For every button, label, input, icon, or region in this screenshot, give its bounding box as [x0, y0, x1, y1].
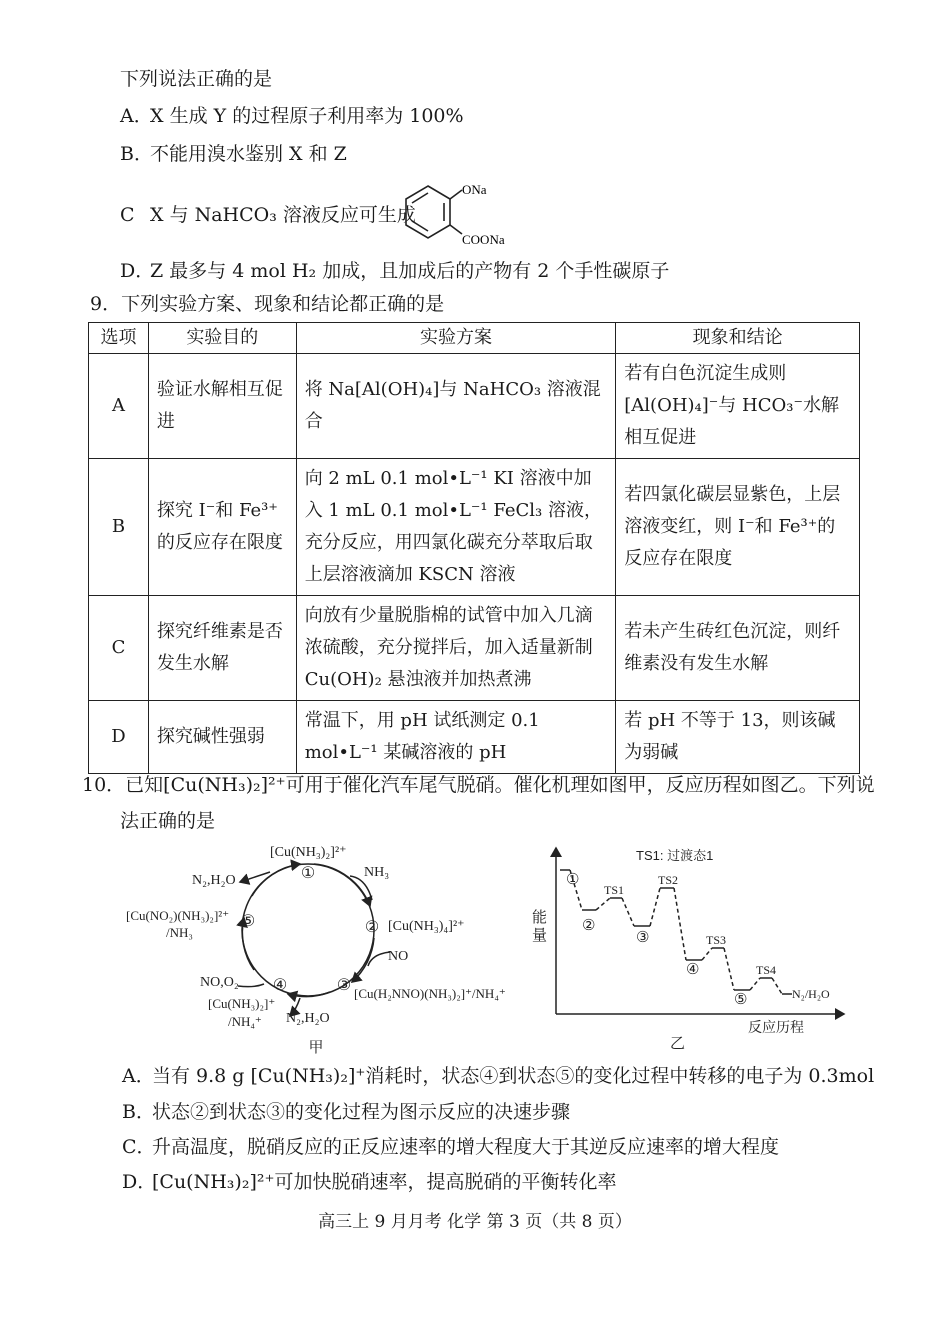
row-result: 若未产生砖红色沉淀，则纤维素没有发生水解: [616, 596, 860, 701]
ts3-label: TS3: [706, 933, 727, 947]
output-n2-h2o-top: N₂,H₂O: [192, 873, 236, 888]
profile-state-5: ⑤: [734, 992, 748, 1008]
y-axis-label-text: 能: [532, 910, 548, 926]
row-option: D: [89, 701, 149, 774]
ts2-label: TS2: [658, 873, 679, 887]
table-row: [89, 701, 860, 774]
species-bottom-left-2: /NH₄⁺: [228, 1014, 262, 1029]
option-text: 当有 9.8 g [Cu(NH₃)₂]⁺消耗时，状态④到状态⑤的变化过程中转移的电子为 0.3mol: [152, 1065, 875, 1087]
profile-state-4: ④: [686, 962, 700, 978]
species-bottom-right: [Cu(H₂NNO)(NH₃)₂]⁺/NH₄⁺: [354, 986, 506, 1001]
input-nh3: NH₃: [364, 865, 390, 880]
q8-option-b: [120, 141, 347, 167]
header-purpose: 实验目的: [148, 323, 296, 354]
q10-stem-line1: 10．已知[Cu(NH₃)₂]²⁺可用于催化汽车尾气脱硝。催化机理如图甲，反应历程如图乙。下列说: [82, 774, 875, 796]
q8-option-c: [120, 202, 416, 228]
row-purpose: 验证水解相互促进: [148, 354, 296, 459]
ts4-label: TS4: [756, 963, 777, 977]
row-plan: 常温下，用 pH 试纸测定 0.1 mol•L⁻¹ 某碱溶液的 pH: [296, 701, 616, 774]
ts1-label: TS1: [604, 883, 625, 897]
header-result: 现象和结论: [616, 323, 860, 354]
option-letter: C: [120, 204, 135, 226]
state-5: ⑤: [240, 913, 256, 930]
option-text: 升高温度，脱硝反应的正反应速率的增大程度大于其逆反应速率的增大程度: [152, 1136, 780, 1158]
option-letter: D．: [120, 260, 155, 282]
option-text: Z 最多与 4 mol H₂ 加成，且加成后的产物有 2 个手性碳原子: [150, 260, 670, 282]
row-plan: 向放有少量脱脂棉的试管中加入几滴浓硫酸，充分搅拌后，加入适量新制 Cu(OH)₂ 悬浊液并加热煮沸: [296, 596, 616, 701]
profile-state-1: ①: [566, 872, 580, 888]
figure-caption-jia: 甲: [308, 1040, 324, 1056]
state-2: ②: [364, 919, 380, 936]
page-footer: 高三上 9 月月考 化学 第 3 页（共 8 页）: [318, 1212, 632, 1232]
option-text: X 生成 Y 的过程原子利用率为 100%: [150, 105, 464, 127]
end-product-label: N₂/H₂O: [792, 987, 830, 1001]
table-row: [89, 354, 860, 459]
figure-caption-yi: 乙: [670, 1036, 686, 1052]
species-bottom-left-1: [Cu(NH₃)₂]⁺: [208, 996, 276, 1011]
experiment-table: [88, 322, 860, 774]
option-text: 不能用溴水鉴别 X 和 Z: [150, 143, 347, 165]
state-1: ①: [300, 865, 316, 882]
row-result: 若 pH 不等于 13，则该碱为弱碱: [616, 701, 860, 774]
option-letter: A．: [122, 1065, 155, 1087]
table-header-row: [89, 323, 860, 354]
legend-ts1: TS1: 过渡态1: [636, 848, 714, 863]
profile-state-2: ②: [582, 918, 596, 934]
q10-option-d: [122, 1169, 617, 1195]
table-row: [89, 459, 860, 596]
row-result: 若四氯化碳层显紫色，上层溶液变红，则 I⁻和 Fe³⁺的反应存在限度: [616, 459, 860, 596]
q10-option-a: [122, 1063, 874, 1089]
row-purpose: 探究碱性强弱: [148, 701, 296, 774]
option-text: X 与 NaHCO₃ 溶液反应可生成: [150, 204, 416, 226]
structure-bottom-group: COONa: [462, 232, 505, 247]
profile-state-3: ③: [636, 930, 650, 946]
q8-option-a: [120, 103, 464, 129]
catalytic-cycle-diagram: [120, 838, 540, 1060]
row-option: B: [89, 459, 149, 596]
state-3: ③: [336, 977, 352, 994]
structure-top-group: ONa: [462, 182, 487, 197]
sodium-salicylate-structure: [398, 172, 528, 256]
option-letter: D．: [122, 1171, 157, 1193]
q10-option-b: [122, 1099, 570, 1125]
y-axis-label-char: 量: [532, 928, 548, 944]
option-text: [Cu(NH₃)₂]²⁺可加快脱硝速率，提高脱硝的平衡转化率: [152, 1171, 617, 1193]
q8-option-d: [120, 258, 669, 284]
row-option: A: [89, 354, 149, 459]
q9-stem: 9．下列实验方案、现象和结论都正确的是: [90, 293, 445, 315]
species-left-2: /NH₃: [166, 925, 193, 940]
species-left-1: [Cu(NO₂)(NH₃)₂]²⁺: [126, 908, 230, 923]
header-plan: 实验方案: [296, 323, 616, 354]
q10-stem-line2: 法正确的是: [120, 810, 216, 832]
row-purpose: 探究 I⁻和 Fe³⁺的反应存在限度: [148, 459, 296, 596]
state-4: ④: [272, 977, 288, 994]
input-no: NO: [388, 949, 409, 964]
row-option: C: [89, 596, 149, 701]
row-plan: 将 Na[Al(OH)₄]与 NaHCO₃ 溶液混合: [296, 354, 616, 459]
y-axis-label: [532, 909, 547, 944]
option-letter: B．: [122, 1101, 155, 1123]
option-letter: C．: [122, 1136, 156, 1158]
q8-stem: 下列说法正确的是: [120, 68, 273, 90]
row-plan: 向 2 mL 0.1 mol•L⁻¹ KI 溶液中加入 1 mL 0.1 mol•L⁻¹ FeCl₃ 溶液，充分反应，用四氯化碳充分萃取后取上层溶液滴加 KSCN 溶液: [296, 459, 616, 596]
species-top: [Cu(NH₃)₂]²⁺: [270, 845, 347, 860]
header-option: 选项: [89, 323, 149, 354]
option-letter: B．: [120, 143, 153, 165]
row-result: 若有白色沉淀生成则[Al(OH)₄]⁻与 HCO₃⁻水解相互促进: [616, 354, 860, 459]
x-axis-label: 反应历程: [748, 1021, 804, 1036]
q10-option-c: [122, 1134, 779, 1160]
energy-profile-diagram: [526, 838, 856, 1060]
table-row: [89, 596, 860, 701]
option-text: 状态②到状态③的变化过程为图示反应的决速步骤: [152, 1101, 571, 1123]
output-n2-h2o-bottom: N₂,H₂O: [286, 1011, 330, 1026]
input-no-o2: NO,O₂: [200, 975, 239, 990]
option-letter: A．: [120, 105, 153, 127]
row-purpose: 探究纤维素是否发生水解: [148, 596, 296, 701]
species-right: [Cu(NH₃)₄]²⁺: [388, 919, 465, 934]
